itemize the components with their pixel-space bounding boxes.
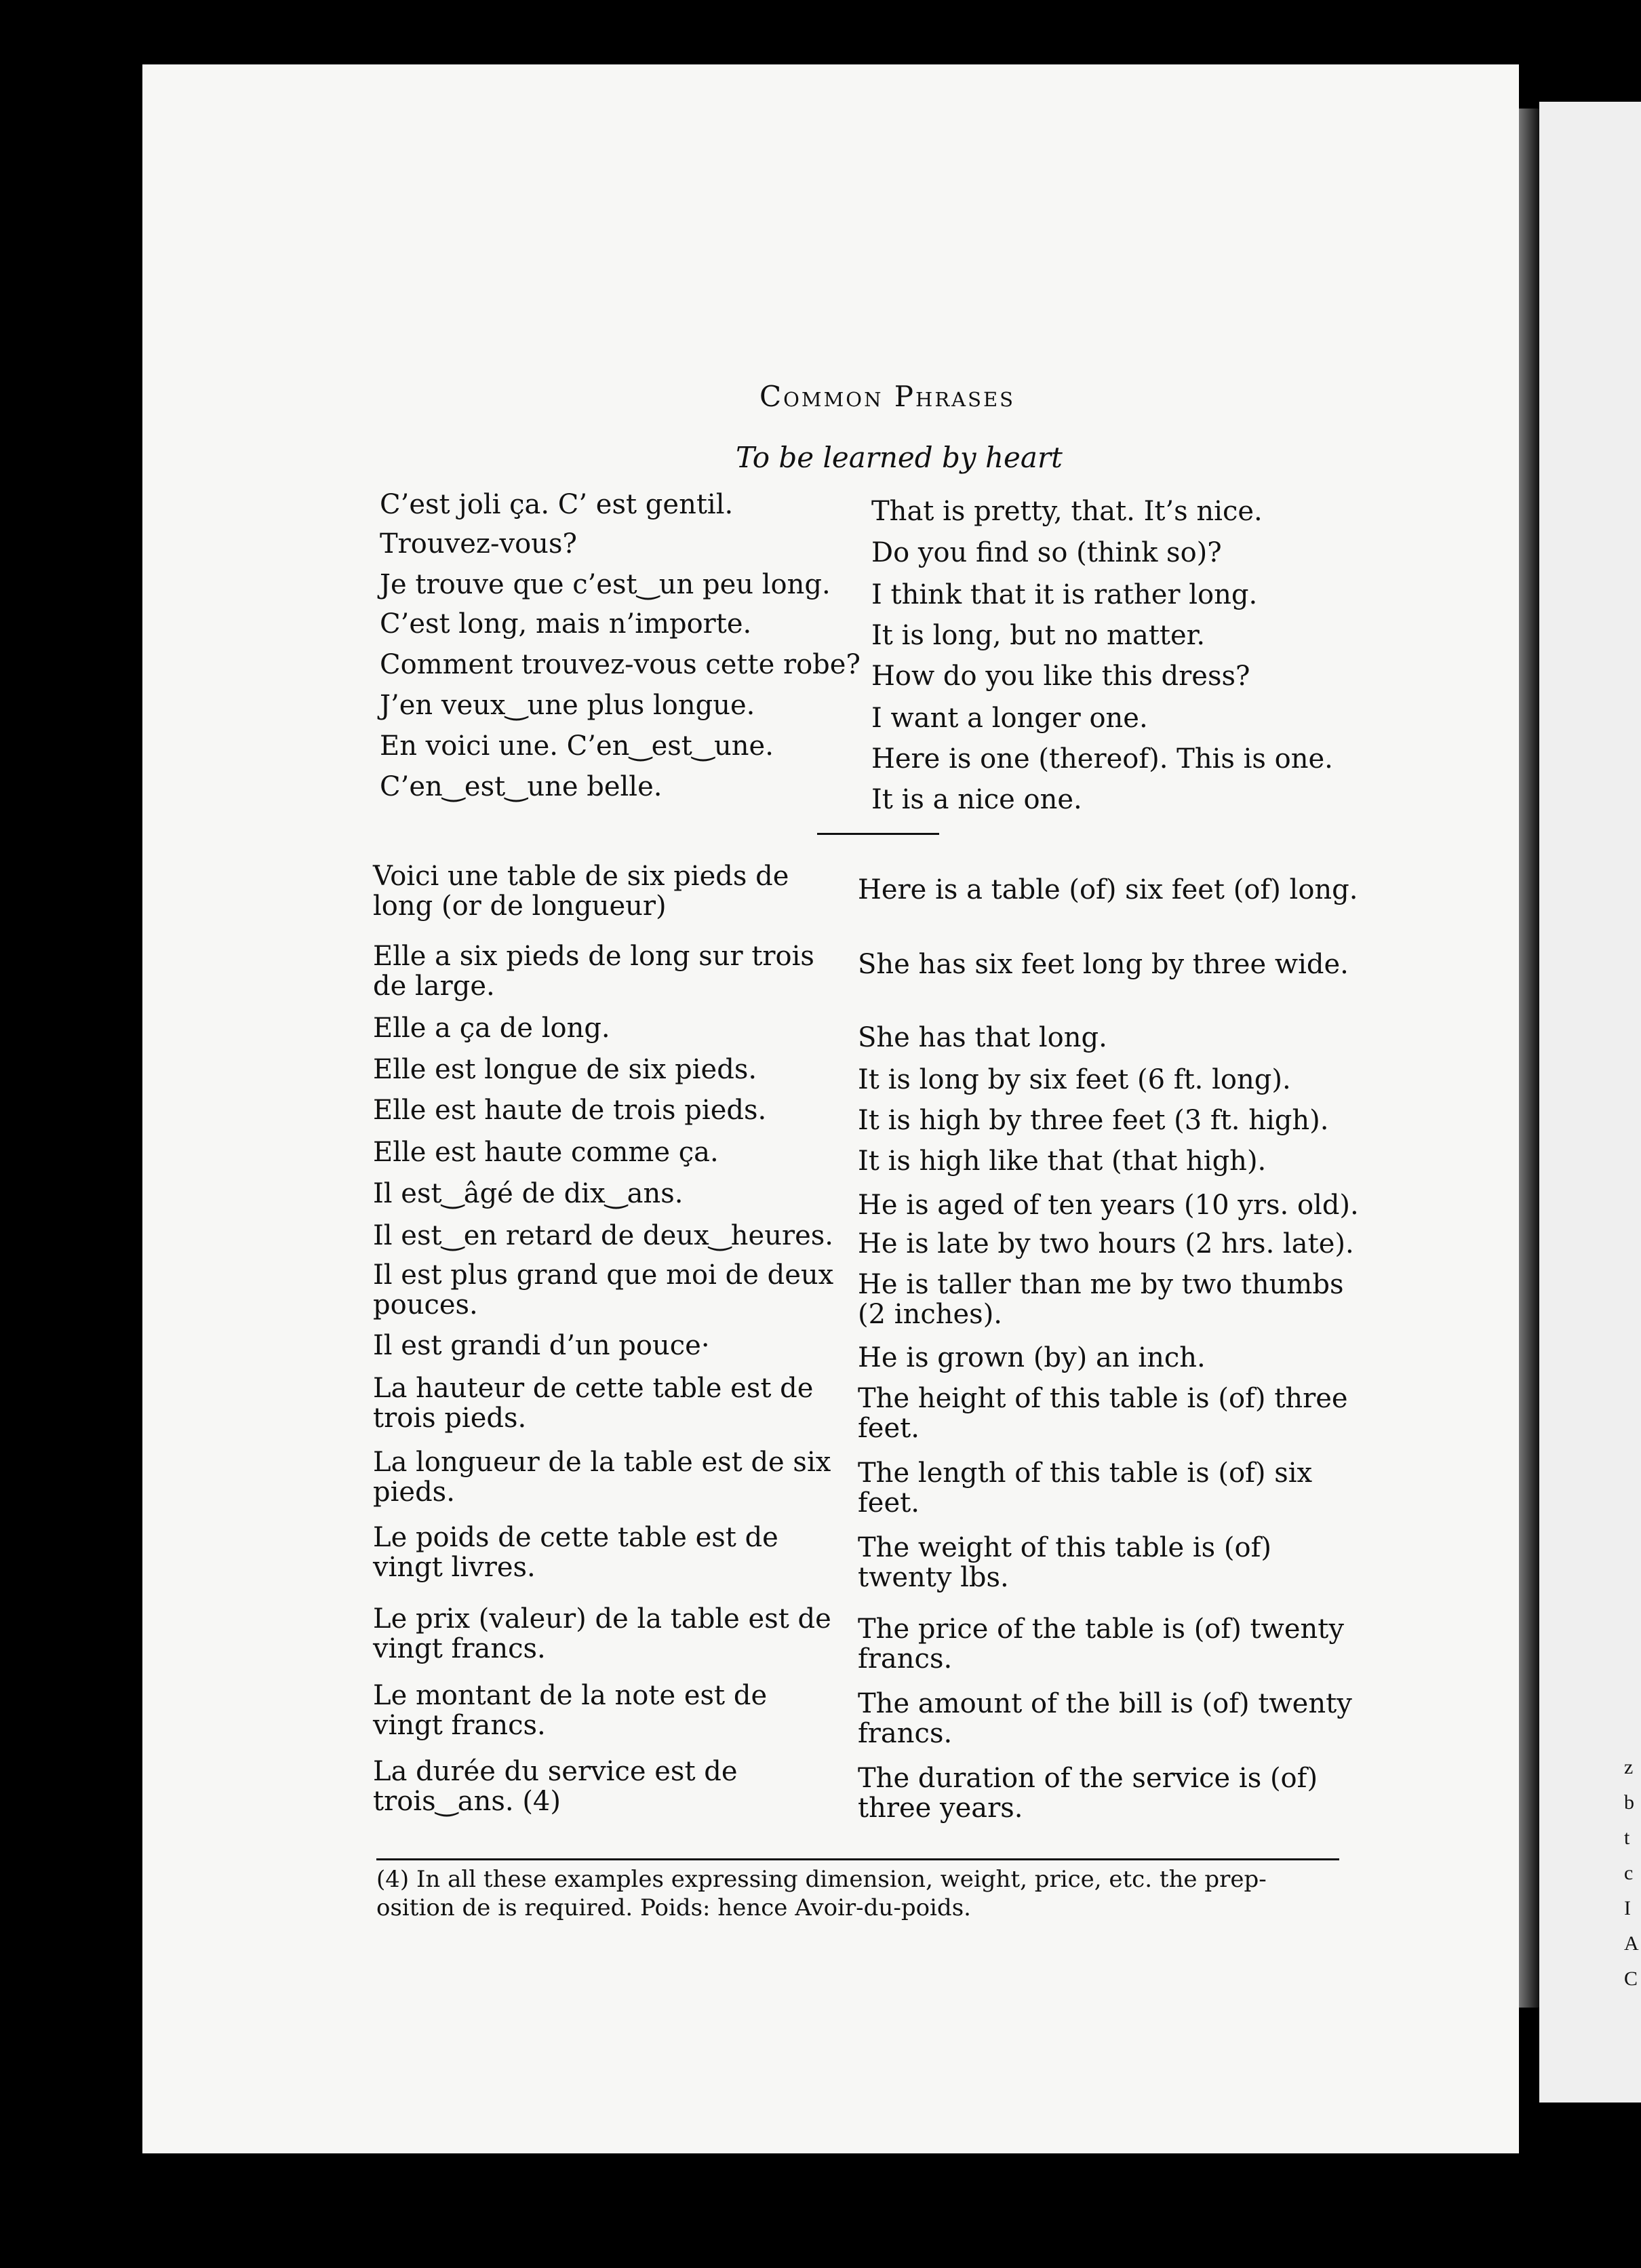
phrase-fr: C’est long, mais n’importe. xyxy=(380,608,752,640)
phrase-en: How do you like this dress? xyxy=(871,661,1250,692)
phrase-en: Here is one (thereof). This is one. xyxy=(871,743,1333,775)
phrase-en: He is late by two hours (2 hrs. late). xyxy=(858,1228,1354,1259)
phrase-en: The height of this table is (of) three feet. xyxy=(858,1383,1348,1444)
phrase-fr: Il est plus grand que moi de deux pouces. xyxy=(373,1259,834,1321)
phrase-fr: Le poids de cette table est de vingt livres. xyxy=(373,1522,778,1583)
phrase-en: The duration of the service is (of) three years. xyxy=(858,1763,1318,1824)
phrase-en: That is pretty, that. It’s nice. xyxy=(871,496,1263,527)
phrase-en: It is high by three feet (3 ft. high). xyxy=(858,1105,1329,1136)
phrase-fr: En voici une. C’en‿est‿une. xyxy=(380,730,774,762)
phrase-fr: La longueur de la table est de six pieds. xyxy=(373,1447,831,1508)
phrase-en: He is taller than me by two thumbs (2 inches). xyxy=(858,1269,1344,1330)
phrase-en: I want a longer one. xyxy=(871,703,1148,734)
page-shadow xyxy=(1519,109,1539,2008)
phrase-en: Here is a table (of) six feet (of) long. xyxy=(858,874,1358,905)
phrase-fr: Le montant de la note est de vingt francs. xyxy=(373,1680,768,1741)
facing-letter: b xyxy=(1624,1791,1634,1814)
phrase-en: He is aged of ten years (10 yrs. old). xyxy=(858,1190,1359,1221)
phrase-fr: Voici une table de six pieds de long (or de longueur) xyxy=(373,861,789,922)
phrase-fr: Elle a ça de long. xyxy=(373,1013,610,1044)
footnote-line-2: osition de is required. Poids: hence Avoir-du-poids. xyxy=(376,1894,971,1921)
page-title: Common Phrases xyxy=(759,380,1016,413)
phrase-en: She has that long. xyxy=(858,1022,1107,1053)
phrase-fr: Elle est haute comme ça. xyxy=(373,1137,719,1168)
phrase-en: The price of the table is (of) twenty francs. xyxy=(858,1614,1344,1675)
phrase-en: The weight of this table is (of) twenty lbs. xyxy=(858,1532,1271,1593)
phrase-fr: Trouvez-vous? xyxy=(380,528,577,560)
phrase-en: He is grown (by) an inch. xyxy=(858,1342,1206,1373)
phrase-fr: Il est grandi d’un pouce· xyxy=(373,1330,710,1361)
phrase-fr: Je trouve que c’est‿un peu long. xyxy=(380,569,831,600)
phrase-en: It is long, but no matter. xyxy=(871,620,1206,651)
phrase-fr: Le prix (valeur) de la table est de vingt francs. xyxy=(373,1603,831,1664)
phrase-fr: Il est‿âgé de dix‿ans. xyxy=(373,1178,684,1209)
phrase-en: It is a nice one. xyxy=(871,784,1082,815)
phrase-en: The amount of the bill is (of) twenty francs. xyxy=(858,1688,1352,1749)
phrase-fr: J’en veux‿une plus longue. xyxy=(380,690,755,721)
phrase-fr: Comment trouvez-vous cette robe? xyxy=(380,649,861,680)
phrase-fr: C’en‿est‿une belle. xyxy=(380,771,663,802)
facing-letter: z xyxy=(1624,1756,1634,1778)
phrase-en: It is high like that (that high). xyxy=(858,1146,1267,1177)
phrase-fr: Elle est longue de six pieds. xyxy=(373,1054,757,1085)
page-subtitle: To be learned by heart xyxy=(736,441,1063,474)
phrase-fr: La hauteur de cette table est de trois pieds. xyxy=(373,1373,814,1434)
footnote-rule xyxy=(376,1858,1339,1860)
facing-letter: c xyxy=(1624,1862,1634,1884)
phrase-en: It is long by six feet (6 ft. long). xyxy=(858,1064,1291,1095)
facing-page-letters xyxy=(1624,1750,1639,1997)
footnote xyxy=(376,1865,1353,1922)
facing-letter: t xyxy=(1624,1826,1630,1849)
phrase-fr: C’est joli ça. C’ est gentil. xyxy=(380,489,734,520)
phrase-fr: Elle a six pieds de long sur trois de large. xyxy=(373,941,814,1002)
phrase-en: Do you find so (think so)? xyxy=(871,537,1222,568)
facing-letter: C xyxy=(1624,1968,1638,1990)
phrase-en: She has six feet long by three wide. xyxy=(858,949,1349,980)
phrase-en: I think that it is rather long. xyxy=(871,579,1258,610)
phrase-en: The length of this table is (of) six feet. xyxy=(858,1458,1313,1519)
section-divider xyxy=(817,833,939,835)
phrase-fr: Elle est haute de trois pieds. xyxy=(373,1095,767,1126)
footnote-line-1: (4) In all these examples expressing dimension, weight, price, etc. the prep- xyxy=(376,1866,1267,1893)
facing-letter: I xyxy=(1624,1897,1631,1919)
phrase-fr: Il est‿en retard de deux‿heures. xyxy=(373,1220,834,1251)
phrase-fr: La durée du service est de trois‿ans. (4) xyxy=(373,1756,738,1817)
facing-letter: A xyxy=(1624,1932,1639,1955)
